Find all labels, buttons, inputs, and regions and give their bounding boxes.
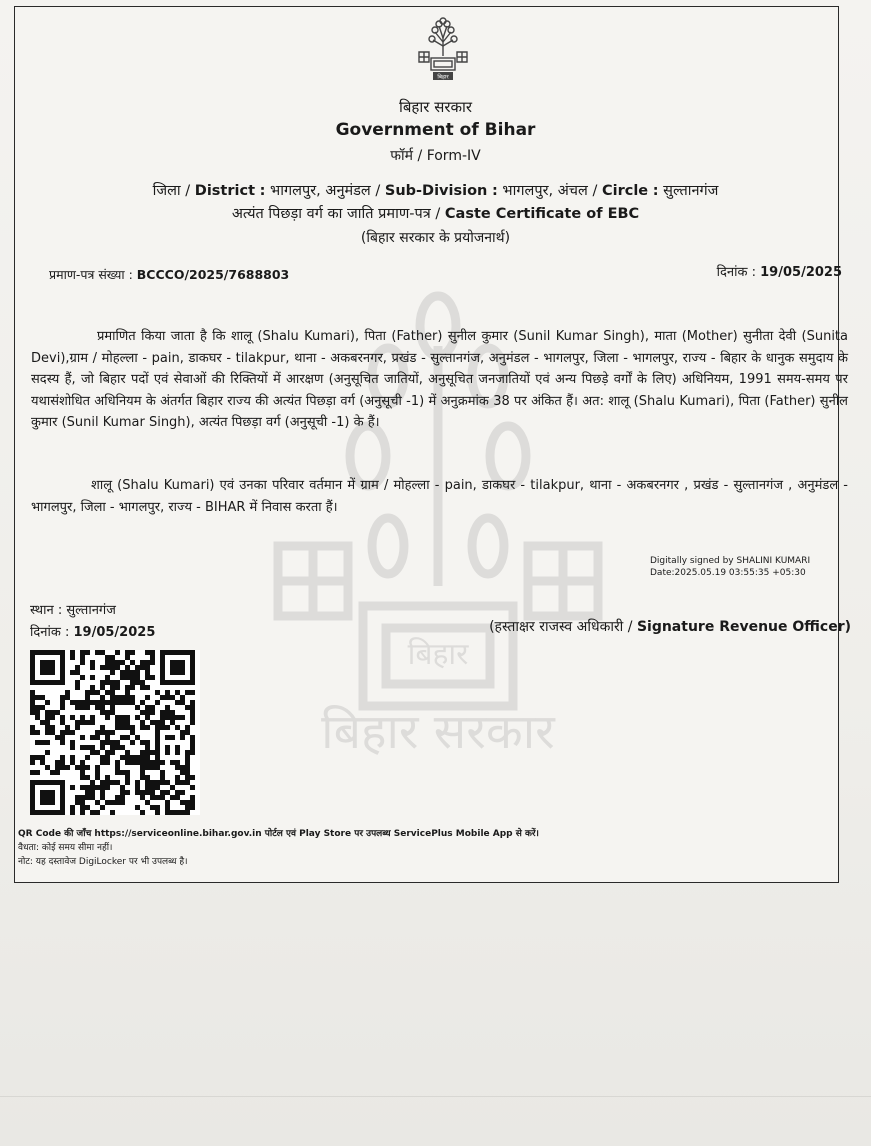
digilocker-note: नोट: यह दस्तावेज DigiLocker पर भी उपलब्ध है।	[18, 857, 188, 867]
validity-note: वैधता: कोई समय सीमा नहीं।	[18, 843, 113, 853]
govt-title-hindi: बिहार सरकार	[398, 98, 473, 116]
qr-code-icon[interactable]	[30, 650, 200, 815]
place-line: स्थान : सुल्तानगंज	[30, 603, 116, 618]
qr-verification-note: QR Code की जाँच https://serviceonline.bihar.gov.in पोर्टल एवं Play Store पर उपलब्ध ServicePlus Mobile App से करें।	[18, 829, 539, 839]
govt-title-english: Government of Bihar	[335, 120, 536, 140]
watermark-text: बिहार सरकार	[321, 704, 555, 760]
certificate-purpose: (बिहार सरकार के प्रयोजनार्थ)	[360, 230, 511, 246]
certificate-title: अत्यंत पिछड़ा वर्ग का जाति प्रमाण-पत्र / Caste Certificate of EBC	[231, 206, 640, 222]
certificate-date: दिनांक : 19/05/2025	[716, 265, 842, 280]
location-line: जिला / District : भागलपुर, अनुमंडल / Sub-Division : भागलपुर, अंचल / Circle : सुल्तानगंज	[152, 183, 719, 199]
certificate-body-paragraph-2: शालू (Shalu Kumari) एवं उनका परिवार वर्तमान में ग्राम / मोहल्ला - pain, डाकघर - tilakpur, थाना - अकबरनगर , प्रखंड - सुल्तानगंज , अनुमंडल - भागलपुर, जिला - भागलपुर, राज्य - BIHAR में निवास करता हैं।	[31, 478, 848, 515]
digital-signature: Digitally signed by SHALINI KUMARI Date:2025.05.19 03:55:35 +05:30	[650, 556, 811, 578]
footer-divider	[0, 1096, 871, 1097]
certificate-number: प्रमाण-पत्र संख्या : BCCCO/2025/7688803	[49, 267, 290, 282]
bihar-emblem-icon	[415, 16, 471, 82]
form-title: फॉर्म / Form-IV	[390, 148, 481, 164]
certificate-body-paragraph-1: प्रमाणित किया जाता है कि शालू (Shalu Kumari), पिता (Father) सुनील कुमार (Sunil Kumar Singh), माता (Mother) सुनीता देवी (Sunita Devi),ग्राम / मोहल्ला - pain, डाकघर - tilakpur, थाना - अकबरनगर, प्रखंड - सुल्तानगंज, अनुमंडल - भागलपुर, जिला - भागलपुर, राज्य - बिहार के धानुक समुदाय के सदस्य हैं, जो बिहार पदों एवं सेवाओं की रिक्तियों में आरक्षण (अनुसूचित जातियों, अनुसूचित जनजातियों एवं अन्य पिछड़े वर्गों के लिए) अधिनियम, 1991 समय-समय पर यथासंशोधित अधिनियम के अंतर्गत बिहार राज्य की अत्यंत पिछड़ा वर्ग (अनुसूची -1) में अनुक्रमांक 38 पर अंकित हैं। अत: शालू (Shalu Kumari), पिता (Father) सुनील कुमार (Sunil Kumar Singh), अत्यंत पिछड़ा वर्ग (अनुसूची -1) के हैं।	[31, 329, 848, 430]
signature-officer-label: (हस्ताक्षर राजस्व अधिकारी / Signature Revenue Officer)	[489, 619, 851, 635]
emblem-label: बिहार	[437, 74, 449, 81]
place-date-line: दिनांक : 19/05/2025	[30, 625, 156, 640]
watermark-emblem-label: बिहार	[407, 637, 469, 672]
